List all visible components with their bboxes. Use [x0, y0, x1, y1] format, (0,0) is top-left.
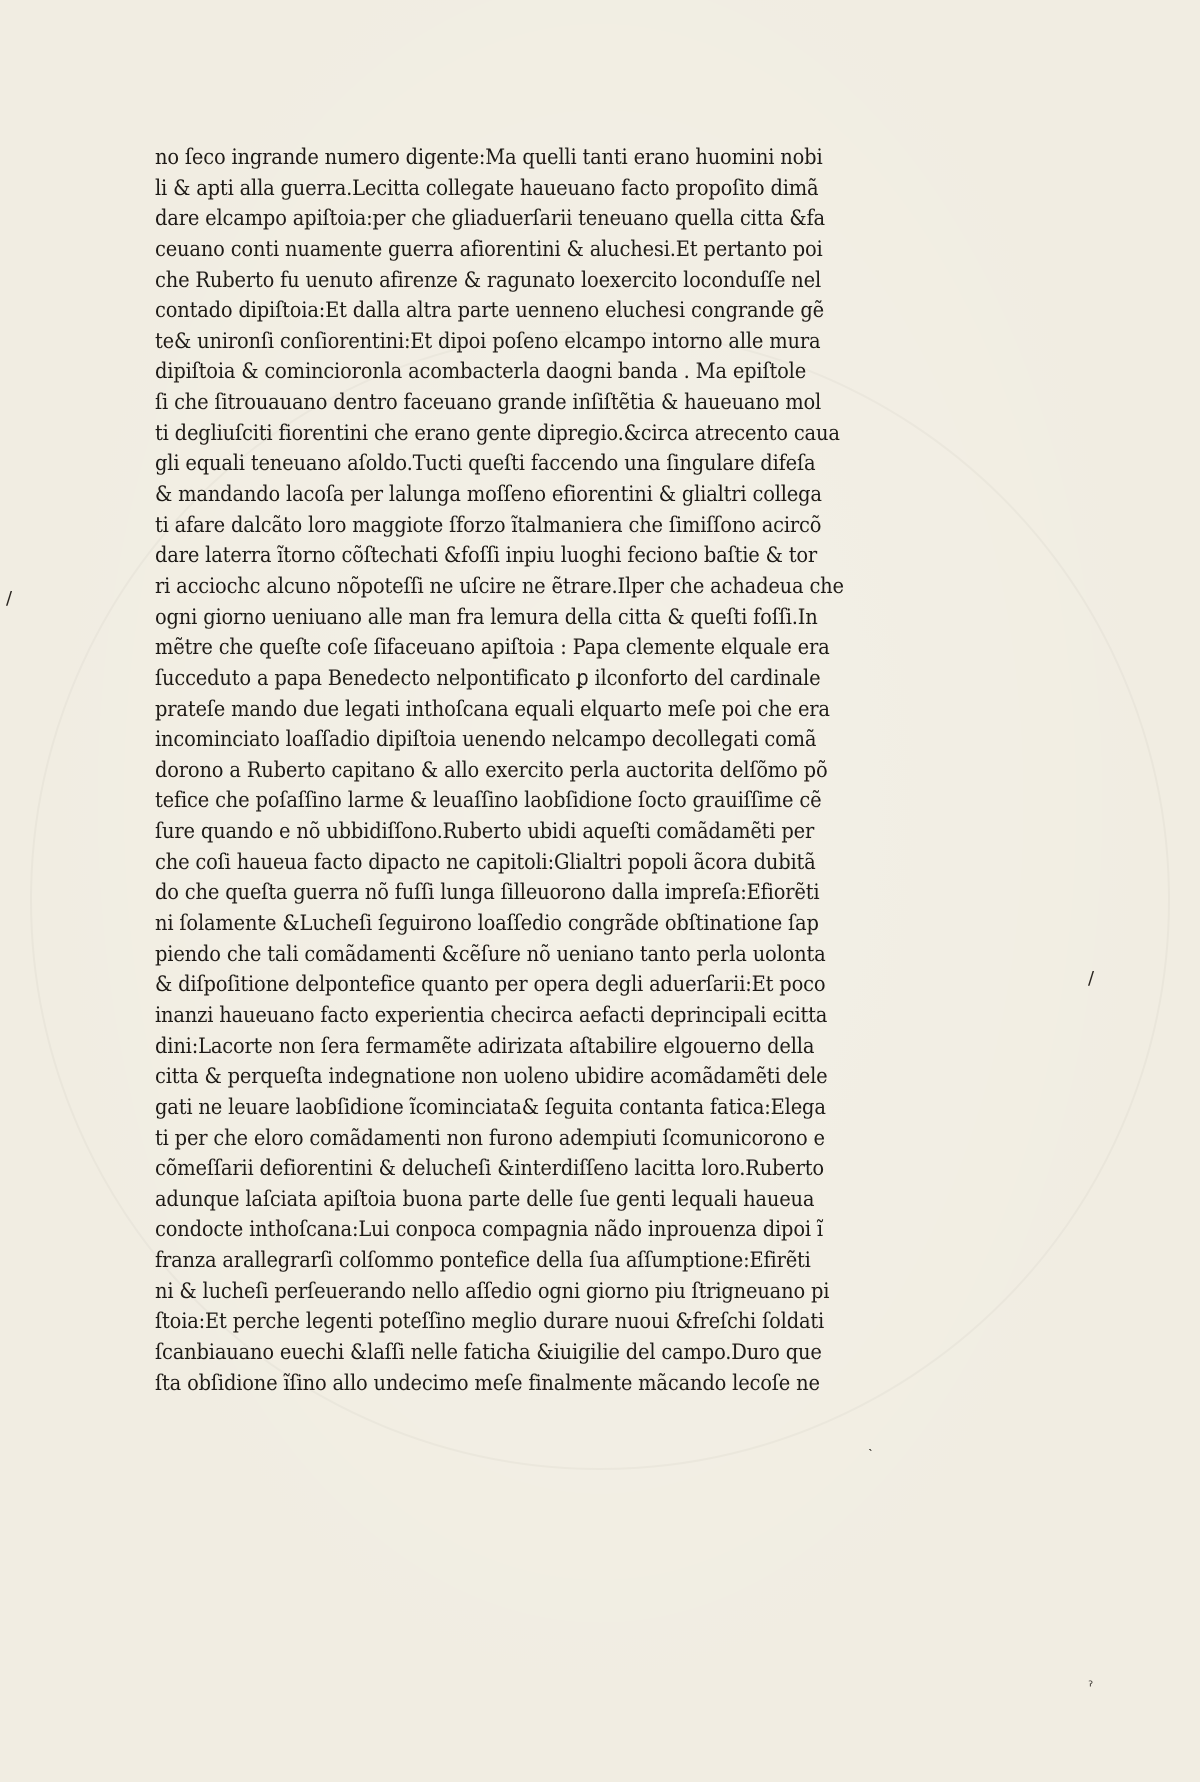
text-line: contado dipiſtoia:Et dalla altra parte uenneno eluchesi congrande gẽ	[155, 298, 825, 324]
text-line: gli equali teneuano aſoldo.Tucti queſti faccendo una ſingulare difeſa	[155, 451, 816, 477]
text-line: ſucceduto a papa Benedecto nelpontificato ꝑ ilconforto del cardinale	[155, 665, 821, 691]
text-line: citta & perqueſta indegnatione non uoleno ubidire acomãdamẽti dele	[155, 1064, 828, 1090]
text-line: ogni giorno ueniuano alle man fra lemura della citta & queſti foſſi.In	[155, 604, 818, 630]
paper-speck: ˴	[868, 1441, 873, 1457]
text-line: adunque laſciata apiſtoia buona parte delle ſue genti lequali haueua	[155, 1186, 815, 1212]
text-line: ſtoia:Et perche legenti poteſſino meglio durare nuoui &freſchi ſoldati	[155, 1309, 825, 1335]
text-line: ni ſolamente &Lucheſi ſeguirono loaſſedio congrãde obſtinatione ſap	[155, 911, 819, 937]
text-line: & diſpoſitione delpontefice quanto per opera degli aduerſarii:Et poco	[155, 972, 826, 998]
text-line: do che queſta guerra nõ fuſſi lunga ſilleuorono dalla impreſa:Efiorẽti	[155, 880, 820, 906]
text-line: ſta obſidione ĩſino allo undecimo meſe finalmente mãcando lecoſe ne	[155, 1370, 820, 1396]
text-line: li & apti alla guerra.Lecitta collegate haueuano facto propoſito dimã	[155, 175, 819, 201]
text-line: mẽtre che queſte coſe ſifaceuano apiſtoia : Papa clemente elquale era	[155, 635, 830, 661]
text-line: ri acciochc alcuno nõpoteſſi ne uſcire ne ẽtrare.Ilper che achadeua che	[155, 573, 844, 599]
text-line: te& unironſi conſiorentini:Et dipoi poſeno elcampo intorno alle mura	[155, 328, 821, 354]
text-line: che coſi haueua facto dipacto ne capitoli:Glialtri popoli ãcora dubitã	[155, 849, 816, 875]
text-line: ceuano conti nuamente guerra afiorentini & aluchesi.Et pertanto poi	[155, 236, 823, 262]
text-line: condocte inthoſcana:Lui conpoca compagnia nãdo inprouenza dipoi ĩ	[155, 1217, 823, 1243]
text-line: tefice che poſaſſino larme & leuaſſino laobſidione ſocto grauiſſime cẽ	[155, 788, 822, 814]
text-line: dorono a Ruberto capitano & allo exercito perla auctorita delſõmo põ	[155, 757, 828, 783]
text-line: dare laterra ĩtorno cõſtechati &foſſi inpiu luoghi feciono baſtie & tor	[155, 543, 818, 569]
text-line: cõmeſſarii defiorentini & delucheſi &interdiſſeno lacitta loro.Ruberto	[155, 1156, 824, 1182]
paper-speck: ˀ	[1088, 1679, 1094, 1695]
text-line: che Ruberto fu uenuto afirenze & ragunato loexercito loconduſſe nel	[155, 267, 822, 293]
paper-speck: /	[6, 588, 13, 609]
text-line: piendo che tali comãdamenti &cẽſure nõ ueniano tanto perla uolonta	[155, 941, 826, 967]
text-line: & mandando lacoſa per lalunga moſſeno efiorentini & glialtri collega	[155, 482, 822, 508]
text-line: dipiſtoia & comincioronla acombacterla daogni banda . Ma epiſtole	[155, 359, 807, 385]
text-line: ti degliuſciti fiorentini che erano gente dipregio.&circa atrecento caua	[155, 420, 840, 446]
text-line: dini:Lacorte non ſera fermamẽte adirizata aſtabilire elgouerno della	[155, 1033, 815, 1059]
paper-speck: /	[1088, 968, 1095, 989]
text-line: ſure quando e nõ ubbidiſſono.Ruberto ubidi aqueſti comãdamẽti per	[155, 819, 815, 845]
text-line: prateſe mando due legati inthoſcana equali elquarto meſe poi che era	[155, 696, 830, 722]
text-line: no ſeco ingrande numero digente:Ma quelli tanti erano huomini nobi	[155, 145, 823, 170]
text-line: dare elcampo apiſtoia:per che gliaduerſarii teneuano quella citta &fa	[155, 206, 825, 232]
text-line: inanzi haueuano facto experientia checirca aefacti deprincipali ecitta	[155, 1002, 828, 1028]
text-line: incominciato loaſſadio dipiſtoia uenendo nelcampo decollegati comã	[155, 727, 817, 753]
text-line: gati ne leuare laobſidione ĩcominciata& ſeguita contanta fatica:Elega	[155, 1094, 826, 1120]
text-block	[155, 143, 925, 1399]
text-line: franza arallegrarſi colſommo pontefice della ſua aſſumptione:Efirẽti	[155, 1248, 811, 1274]
text-line: ſi che ſitrouauano dentro faceuano grande inſiſtẽtia & haueuano mol	[155, 390, 822, 416]
text-line: ti afare dalcãto loro maggiote ſforzo ĩtalmaniera che ſimiſſono acircõ	[155, 512, 822, 538]
text-line: ni & lucheſi perſeuerando nello aſſedio ogni giorno piu ſtrigneuano pi	[155, 1278, 830, 1304]
text-line: ti per che eloro comãdamenti non furono adempiuti ſcomunicorono e	[155, 1125, 825, 1151]
text-line: ſcanbiauano euechi &laſſi nelle faticha &iuigilie del campo.Duro que	[155, 1339, 822, 1365]
